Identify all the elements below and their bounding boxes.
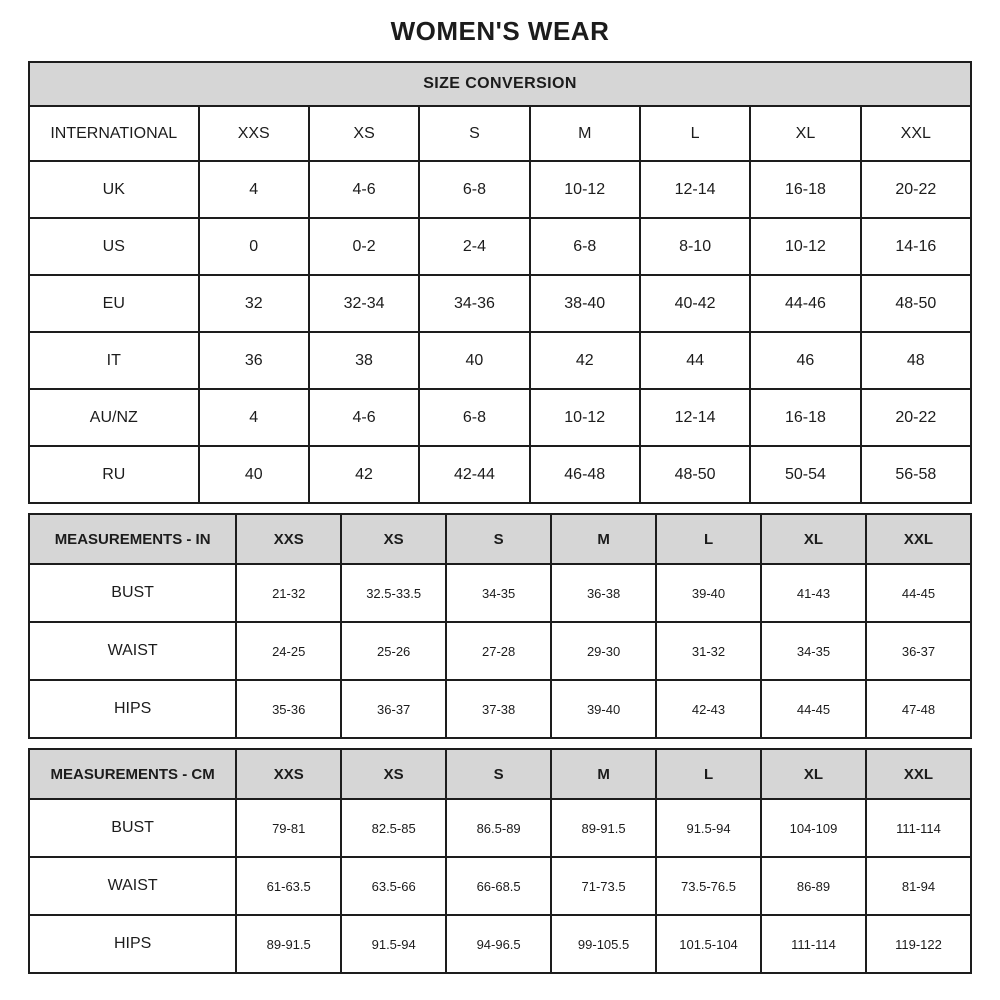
measurements_in-value-cell: 27-28 <box>446 622 551 680</box>
measurements_cm-row-label: BUST <box>29 799 236 857</box>
measurements_cm-row-hips <box>29 915 971 973</box>
measurements_in-value-cell: 42-43 <box>656 680 761 738</box>
measurements_in-row-label: HIPS <box>29 680 236 738</box>
size_conversion-value-cell: 6-8 <box>530 218 640 275</box>
measurements-cm-table <box>28 748 972 974</box>
size_conversion-header-cell: XXS <box>199 106 309 161</box>
size_conversion-value-cell: 48 <box>861 332 971 389</box>
measurements_cm-value-cell: 89-91.5 <box>551 799 656 857</box>
measurements_in-value-cell: 31-32 <box>656 622 761 680</box>
size_conversion-value-cell: 46-48 <box>530 446 640 503</box>
size_conversion-row-us <box>29 218 971 275</box>
measurements_cm-row-bust <box>29 799 971 857</box>
size_conversion-value-cell: 12-14 <box>640 161 750 218</box>
size_conversion-value-cell: 36 <box>199 332 309 389</box>
size-conversion-table-body <box>29 62 971 503</box>
measurements_in-value-cell: 29-30 <box>551 622 656 680</box>
size_conversion-value-cell: 2-4 <box>419 218 529 275</box>
size-conversion-table <box>28 61 972 504</box>
size_conversion-header-cell: M <box>530 106 640 161</box>
size_conversion-row-label: UK <box>29 161 199 218</box>
size_conversion-header-row <box>29 106 971 161</box>
size_conversion-row-label: EU <box>29 275 199 332</box>
measurements_in-row-label: WAIST <box>29 622 236 680</box>
measurements_in-row-hips <box>29 680 971 738</box>
measurements_cm-header-cell: S <box>446 749 551 799</box>
measurements_cm-header-cell: L <box>656 749 761 799</box>
size_conversion-value-cell: 32-34 <box>309 275 419 332</box>
measurements_cm-value-cell: 119-122 <box>866 915 971 973</box>
size_conversion-value-cell: 16-18 <box>750 389 860 446</box>
size_conversion-value-cell: 48-50 <box>861 275 971 332</box>
measurements_cm-row-label: HIPS <box>29 915 236 973</box>
size_conversion-value-cell: 20-22 <box>861 389 971 446</box>
size_conversion-value-cell: 0 <box>199 218 309 275</box>
measurements_cm-value-cell: 81-94 <box>866 857 971 915</box>
measurements_in-header-cell: XXL <box>866 514 971 564</box>
size_conversion-value-cell: 4 <box>199 389 309 446</box>
size_conversion-value-cell: 14-16 <box>861 218 971 275</box>
size_conversion-value-cell: 44 <box>640 332 750 389</box>
measurements_cm-value-cell: 82.5-85 <box>341 799 446 857</box>
measurements_in-header-cell: L <box>656 514 761 564</box>
measurements_in-value-cell: 24-25 <box>236 622 341 680</box>
size_conversion-value-cell: 20-22 <box>861 161 971 218</box>
size_conversion-value-cell: 10-12 <box>750 218 860 275</box>
measurements_in-value-cell: 36-37 <box>341 680 446 738</box>
measurements_cm-value-cell: 111-114 <box>866 799 971 857</box>
measurements_in-row-label: BUST <box>29 564 236 622</box>
size_conversion-value-cell: 0-2 <box>309 218 419 275</box>
measurements_cm-value-cell: 111-114 <box>761 915 866 973</box>
size_conversion-row-au-nz <box>29 389 971 446</box>
size_conversion-value-cell: 8-10 <box>640 218 750 275</box>
size_conversion-header-cell: XL <box>750 106 860 161</box>
measurements_cm-value-cell: 99-105.5 <box>551 915 656 973</box>
measurements_in-header-cell: MEASUREMENTS - IN <box>29 514 236 564</box>
measurements_cm-row-waist <box>29 857 971 915</box>
size_conversion-value-cell: 4-6 <box>309 389 419 446</box>
measurements_in-value-cell: 44-45 <box>761 680 866 738</box>
measurements_in-value-cell: 34-35 <box>761 622 866 680</box>
size_conversion-value-cell: 40 <box>199 446 309 503</box>
size_conversion-value-cell: 12-14 <box>640 389 750 446</box>
measurements_cm-value-cell: 79-81 <box>236 799 341 857</box>
measurements_in-header-row <box>29 514 971 564</box>
size_conversion-value-cell: 50-54 <box>750 446 860 503</box>
measurements_in-row-bust <box>29 564 971 622</box>
measurements_in-header-cell: M <box>551 514 656 564</box>
size_conversion-value-cell: 46 <box>750 332 860 389</box>
measurements_in-value-cell: 25-26 <box>341 622 446 680</box>
size_conversion-header-cell: S <box>419 106 529 161</box>
size_conversion-value-cell: 16-18 <box>750 161 860 218</box>
measurements_cm-value-cell: 94-96.5 <box>446 915 551 973</box>
measurements-cm-table-body <box>29 749 971 973</box>
measurements_in-header-cell: XXS <box>236 514 341 564</box>
measurements_cm-value-cell: 101.5-104 <box>656 915 761 973</box>
measurements_cm-value-cell: 86-89 <box>761 857 866 915</box>
size_conversion-value-cell: 6-8 <box>419 161 529 218</box>
measurements_cm-value-cell: 73.5-76.5 <box>656 857 761 915</box>
measurements-in-table-body <box>29 514 971 738</box>
measurements_in-value-cell: 34-35 <box>446 564 551 622</box>
measurements_in-header-cell: S <box>446 514 551 564</box>
measurements_in-value-cell: 47-48 <box>866 680 971 738</box>
size_conversion-header-cell: INTERNATIONAL <box>29 106 199 161</box>
measurements_in-value-cell: 37-38 <box>446 680 551 738</box>
measurements_cm-header-cell: XXS <box>236 749 341 799</box>
size_conversion-value-cell: 6-8 <box>419 389 529 446</box>
size_conversion-value-cell: 48-50 <box>640 446 750 503</box>
measurements_cm-value-cell: 104-109 <box>761 799 866 857</box>
measurements_cm-header-row <box>29 749 971 799</box>
measurements_in-value-cell: 39-40 <box>551 680 656 738</box>
size_conversion-value-cell: 10-12 <box>530 389 640 446</box>
size_conversion-value-cell: 38 <box>309 332 419 389</box>
measurements_in-value-cell: 41-43 <box>761 564 866 622</box>
size_conversion-value-cell: 56-58 <box>861 446 971 503</box>
size_conversion-value-cell: 40 <box>419 332 529 389</box>
size_conversion-row-it <box>29 332 971 389</box>
size_conversion-value-cell: 42-44 <box>419 446 529 503</box>
size_conversion-caption: SIZE CONVERSION <box>29 62 971 106</box>
measurements_cm-header-cell: M <box>551 749 656 799</box>
page-title: WOMEN'S WEAR <box>390 16 610 46</box>
size_conversion-header-cell: XS <box>309 106 419 161</box>
measurements_cm-value-cell: 86.5-89 <box>446 799 551 857</box>
size_conversion-row-label: RU <box>29 446 199 503</box>
measurements_cm-row-label: WAIST <box>29 857 236 915</box>
measurements_cm-header-cell: XXL <box>866 749 971 799</box>
measurements_cm-value-cell: 66-68.5 <box>446 857 551 915</box>
size_conversion-row-label: IT <box>29 332 199 389</box>
size_conversion-value-cell: 40-42 <box>640 275 750 332</box>
measurements-in-table <box>28 513 972 739</box>
size_conversion-value-cell: 4 <box>199 161 309 218</box>
size_conversion-header-cell: XXL <box>861 106 971 161</box>
size_conversion-row-uk <box>29 161 971 218</box>
measurements_cm-value-cell: 61-63.5 <box>236 857 341 915</box>
measurements_cm-value-cell: 89-91.5 <box>236 915 341 973</box>
measurements_cm-value-cell: 71-73.5 <box>551 857 656 915</box>
measurements_in-header-cell: XL <box>761 514 866 564</box>
measurements_in-value-cell: 39-40 <box>656 564 761 622</box>
measurements_in-value-cell: 36-38 <box>551 564 656 622</box>
measurements_cm-value-cell: 91.5-94 <box>656 799 761 857</box>
size_conversion-value-cell: 4-6 <box>309 161 419 218</box>
size_conversion-caption-row <box>29 62 971 106</box>
size_conversion-row-label: US <box>29 218 199 275</box>
size_conversion-header-cell: L <box>640 106 750 161</box>
measurements_in-value-cell: 36-37 <box>866 622 971 680</box>
measurements_cm-header-cell: MEASUREMENTS - CM <box>29 749 236 799</box>
size_conversion-value-cell: 42 <box>309 446 419 503</box>
measurements_in-header-cell: XS <box>341 514 446 564</box>
measurements_in-value-cell: 32.5-33.5 <box>341 564 446 622</box>
measurements_cm-header-cell: XL <box>761 749 866 799</box>
measurements_in-value-cell: 21-32 <box>236 564 341 622</box>
size_conversion-value-cell: 10-12 <box>530 161 640 218</box>
size_conversion-value-cell: 42 <box>530 332 640 389</box>
size_conversion-value-cell: 32 <box>199 275 309 332</box>
measurements_in-value-cell: 44-45 <box>866 564 971 622</box>
size_conversion-row-ru <box>29 446 971 503</box>
size_conversion-value-cell: 34-36 <box>419 275 529 332</box>
size_conversion-row-eu <box>29 275 971 332</box>
size_conversion-value-cell: 44-46 <box>750 275 860 332</box>
measurements_cm-header-cell: XS <box>341 749 446 799</box>
measurements_in-value-cell: 35-36 <box>236 680 341 738</box>
measurements_cm-value-cell: 91.5-94 <box>341 915 446 973</box>
measurements_in-row-waist <box>29 622 971 680</box>
size_conversion-value-cell: 38-40 <box>530 275 640 332</box>
size_conversion-row-label: AU/NZ <box>29 389 199 446</box>
measurements_cm-value-cell: 63.5-66 <box>341 857 446 915</box>
